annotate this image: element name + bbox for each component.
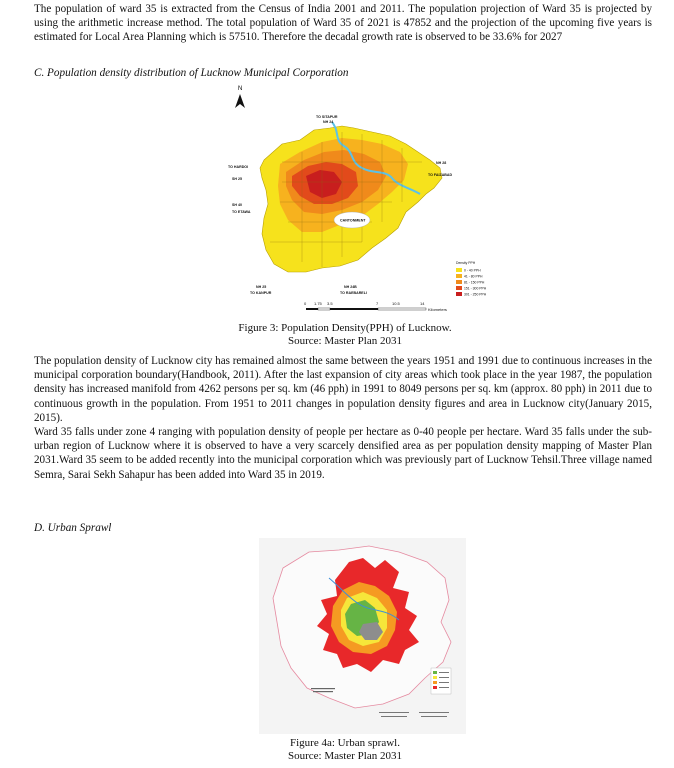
legend-label-4: 301 - 250 PPH <box>464 292 487 297</box>
figure-3-source: Source: Master Plan 2031 <box>288 334 402 347</box>
nh24b-label: NH 24B <box>344 285 357 289</box>
legend-swatch-2 <box>456 280 462 284</box>
legend-swatch-1 <box>456 274 462 278</box>
scale-tick-5: 14 <box>420 301 425 306</box>
scale-unit: Kilometers <box>428 307 447 312</box>
scale-tick-1: 1.75 <box>314 301 322 306</box>
scale-tick-2: 3.5 <box>327 301 333 306</box>
legend-title: Density PPH <box>456 261 476 265</box>
figure-3-title: Figure 3: Population Density(PPH) of Lucknow. <box>238 322 452 334</box>
sitapur-label: TO SITAPUR <box>316 115 338 119</box>
raebareli-label: TO RAEBARELI <box>340 291 367 295</box>
sprawl-legend <box>431 668 451 694</box>
figure-3-caption <box>8 322 674 347</box>
cantonment-label: CANTONMENT <box>340 218 366 223</box>
sh25-label: SH 25 <box>232 177 242 181</box>
scale-tick-0: 0 <box>304 301 307 306</box>
legend-swatch-4 <box>456 292 462 296</box>
kanpur-label: TO KANPUR <box>250 291 272 295</box>
paragraph-population-projection: The population of ward 35 is extracted from the Census of India 2001 and 2011. The population projection of Ward 35 is projected by using the arithmetic increase method. The total population of Ward 35 of 2021 is 47852 and the projection of the upcoming five years is estimated for Local Area Planning which is 57510. Therefore the decadal growth rate is observed to be 33.6% for 2027 <box>34 3 652 44</box>
legend-label-1: 41 - 80 PPH <box>464 274 483 279</box>
faizabad-label: TO FAIZABAD <box>428 173 453 177</box>
section-heading-urban-sprawl: D. Urban Sprawl <box>34 522 112 534</box>
nh24-label: NH 24 <box>323 120 334 124</box>
legend-label-2: 81 - 150 PPH <box>464 280 485 285</box>
legend-label-0: 0 - 40 PPH <box>464 268 481 273</box>
urban-sprawl-map <box>259 538 466 734</box>
scale-tick-3: 7 <box>376 301 379 306</box>
figure-4a-title: Figure 4a: Urban sprawl. <box>290 737 400 749</box>
paragraph-density-history: The population density of Lucknow city has remained almost the same between the years 1951 and 1991 due to continuous increases in the municipal corporation boundary(Handbook, 2011). After the last expansion of city areas which took place in the year 1987, the population density has increased manifold from 4262 persons per sq. km (46 pph) in 1991 to 8049 persons per sq. km (approx. 80 pph) in 2011 due to continuous growth in the population. From 1951 to 2011 changes in population density figures and area in Lucknow city(January 2015, 2015). <box>34 355 653 424</box>
scale-tick-4: 10.5 <box>392 301 400 306</box>
sh40-label: SH 40 <box>232 203 242 207</box>
legend-label-3: 151 - 300 PPH <box>464 286 487 291</box>
figure-4a-caption <box>8 737 674 762</box>
figure-4a-source: Source: Master Plan 2031 <box>288 749 402 762</box>
legend-swatch-3 <box>456 286 462 290</box>
section-heading-population-density: C. Population density distribution of Lucknow Municipal Corporation <box>34 67 349 79</box>
north-label: N <box>238 86 243 92</box>
hardoi-label: TO HARDOI <box>228 165 249 169</box>
paragraphs-density-discussion <box>34 354 652 482</box>
nh25-label: NH 25 <box>256 285 267 289</box>
density-legend <box>456 261 487 296</box>
population-density-map <box>222 82 520 322</box>
nh28-label: NH 28 <box>436 161 447 165</box>
etawa-label: TO ETAWA <box>232 210 251 214</box>
legend-swatch-0 <box>456 268 462 272</box>
scale-bar <box>304 301 447 312</box>
paragraph-ward-35-zone: Ward 35 falls under zone 4 ranging with population density of people per hectare as 0-40 people per hectare. Ward 35 falls under the sub-urban region of Lucknow where it is observed to have a very scarcely densified area as per population density mapping of Master Plan 2031.Ward 35 seem to be added recently into the municipal corporation which was previously part of Lucknow Tehsil.Three village named Semra, Sarai Sekh Sahapur has been added into Ward 35 in 2019. <box>34 426 652 481</box>
north-arrow-icon <box>235 94 245 108</box>
